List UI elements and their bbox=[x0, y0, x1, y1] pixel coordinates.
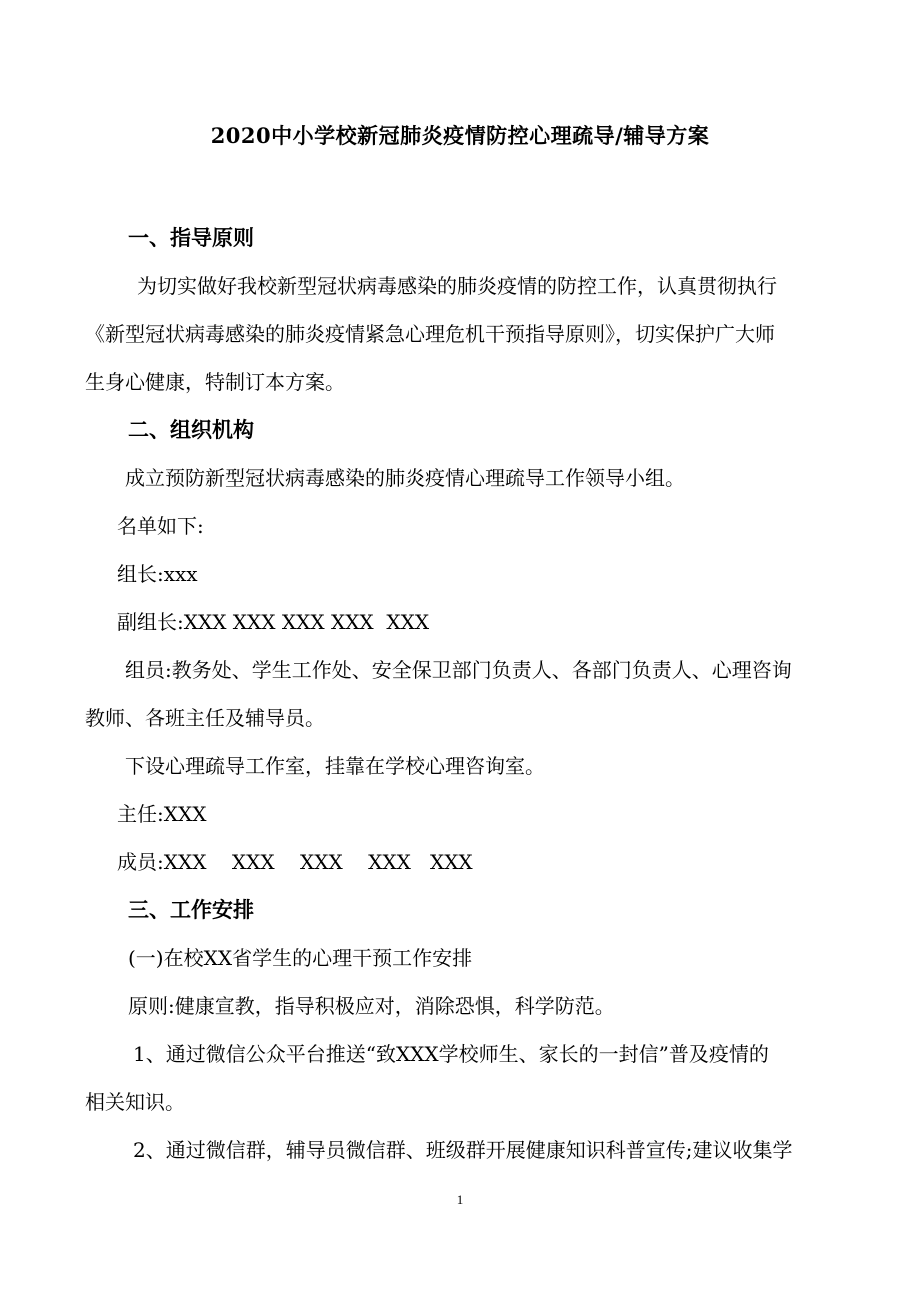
deputy-line: 副组长:XXX XXX XXX XXX XXX bbox=[117, 610, 430, 634]
principle-line: 原则:健康宣教，指导积极应对，消除恐惧，科学防范。 bbox=[128, 994, 615, 1018]
document-title: 2020中小学校新冠肺炎疫情防控心理疏导/辅导方案 bbox=[210, 123, 710, 148]
paragraph-line: 为切实做好我校新型冠状病毒感染的肺炎疫情的防控工作，认真贯彻执行 bbox=[137, 274, 777, 298]
members-line: 教师、各班主任及辅导员。 bbox=[85, 706, 325, 730]
paragraph-line: 成立预防新型冠状病毒感染的肺炎疫情心理疏导工作领导小组。 bbox=[125, 466, 685, 490]
list-item-line: 1、通过微信公众平台推送“致XXX学校师生、家长的一封信”普及疫情的 bbox=[133, 1042, 769, 1066]
office-members-line: 成员:XXX XXX XXX XXX XXX bbox=[117, 850, 473, 874]
document-body bbox=[85, 214, 850, 1174]
section-heading-guiding-principles: 一、指导原则 bbox=[128, 225, 254, 250]
section-heading-work-arrangement: 三、工作安排 bbox=[128, 897, 254, 922]
list-intro: 名单如下: bbox=[117, 514, 204, 538]
paragraph-line: 《新型冠状病毒感染的肺炎疫情紧急心理危机干预指导原则》，切实保护广大师 bbox=[85, 322, 775, 346]
list-item-line: 相关知识。 bbox=[85, 1090, 185, 1114]
list-item-line: 2、通过微信群，辅导员微信群、班级群开展健康知识科普宣传;建议收集学 bbox=[133, 1138, 793, 1162]
director-line: 主任:XXX bbox=[117, 802, 207, 826]
section-heading-organization: 二、组织机构 bbox=[128, 417, 254, 442]
office-line: 下设心理疏导工作室，挂靠在学校心理咨询室。 bbox=[125, 754, 545, 778]
members-line: 组员:教务处、学生工作处、安全保卫部门负责人、各部门负责人、心理咨询 bbox=[125, 658, 792, 682]
leader-line: 组长:xxx bbox=[117, 562, 198, 586]
subsection-heading: (一)在校XX省学生的心理干预工作安排 bbox=[128, 946, 473, 970]
page-number: 1 bbox=[456, 1192, 464, 1207]
paragraph-line: 生身心健康，特制订本方案。 bbox=[85, 370, 345, 394]
